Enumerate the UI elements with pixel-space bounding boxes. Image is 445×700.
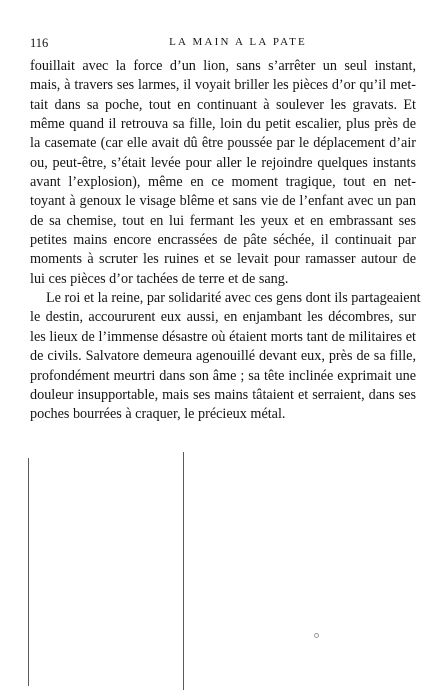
page-header xyxy=(30,36,416,52)
scan-speck xyxy=(314,633,319,638)
text-line: lui ces pièces d’or tachées de terre et de sang. xyxy=(30,270,289,287)
text-line: profondément meurtri dans son âme ; sa tête inclinée exprimait une xyxy=(30,367,416,384)
text-line: toyant à genoux le visage blême et sans vie de l’enfant avec un pan xyxy=(30,193,416,210)
text-line: la casemate (car elle avait dû être poussée par le déplacement d’air xyxy=(30,135,416,152)
paragraph-2 xyxy=(30,289,421,424)
page-number: 116 xyxy=(30,36,49,50)
text-line: moments à scruter les ruines et se levait pour ramasser autour de xyxy=(30,251,416,268)
scan-artifact-line xyxy=(28,458,29,686)
text-line: douleur insupportable, mais ses mains tâtaient et serraient, dans ses xyxy=(30,386,416,403)
running-title: LA MAIN A LA PATE xyxy=(169,36,307,48)
text-line: de sa chemise, tout en lui fermant les yeux et en embrassant ses xyxy=(30,212,416,229)
text-line: tait dans sa poche, tout en continuant à soulever les gravats. Et xyxy=(30,96,416,113)
text-line: de civils. Salvatore demeura agenouillé devant eux, près de sa fille, xyxy=(30,348,416,365)
text-line: Le roi et la reine, par solidarité avec ces gens dont ils partageaient xyxy=(46,290,421,307)
text-line: mais, à travers ses larmes, il voyait briller les pièces d’or qu’il met- xyxy=(30,77,416,94)
text-line: les lieux de l’immense désastre où étaient morts tant de militaires et xyxy=(30,328,416,345)
text-line: ou, peut-être, s’était levée pour aller le rejoindre quelques instants xyxy=(30,154,416,171)
text-line: même quand il retrouva sa fille, loin du petit escalier, plus près de xyxy=(30,116,416,133)
text-line: poches bourrées à craquer, le précieux métal. xyxy=(30,406,286,423)
text-line: le destin, accoururent eux aussi, en enjambant les décombres, sur xyxy=(30,309,416,326)
paragraph-1 xyxy=(30,57,416,289)
scan-artifact-line xyxy=(183,452,184,690)
text-line: fouillait avec la force d’un lion, sans s’arrêter un seul instant, xyxy=(30,58,416,74)
text-line: avant l’explosion), même en ce moment tragique, tout en net- xyxy=(30,174,416,191)
body-text xyxy=(30,57,421,425)
text-line: petites mains encore encrassées de pâte séchée, il continuait par xyxy=(30,232,416,249)
